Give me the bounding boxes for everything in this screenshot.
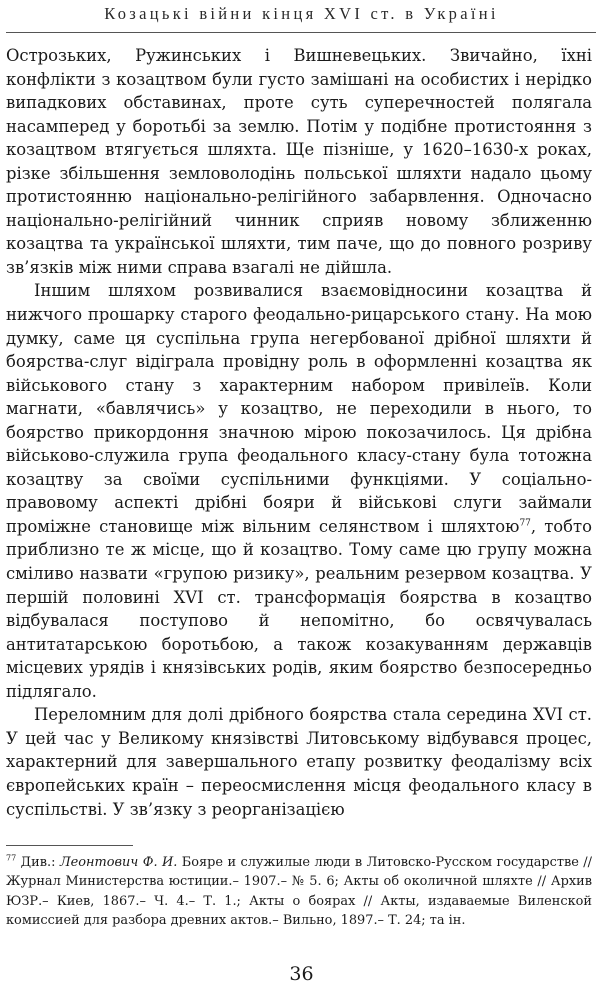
paragraph-3: Переломним для долі дрібного боярства стала середина XVI ст. У цей час у Великому князівстві Литовському відбувався процес, характерний для завершального етапу розвитку феодалізму всіх європейських країн – переосмислення місця феодального класу в суспільстві. У зв’язку з реорганізацією [6, 705, 592, 819]
paragraph-2-part-1: Іншим шляхом розвивалися взаємовідносини козацтва й нижчого прошарку старого феодально-рицарського стану. На мою думку, саме ця суспільна група негербованої дрібної шляхти й боярства-слуг відіграла провідну роль в оформленні козацтва як військового стану з характерним набором привілеїв. Коли магнати, «бавлячись» у козацтво, не переходили в нього, то боярство прикордоння значною мірою покозачилось. Ця дрібна військово-служила група феодального класу-стану була тотожна козацтву за своїми суспільними функціями. У соціально-правовому аспекті дрібні бояри й військові слуги займали проміжне становище між вільним селянством і шляхтою [6, 281, 592, 536]
footnote-text: Бояре и служилые люди в Литовско-Русском государстве // Журнал Министерства юстиции.– 1907.– № 5. 6; Акты об околичной шляхте // Архив ЮЗР.– Киев, 1867.– Ч. 4.– Т. 1.; Акты о боярах // Акты, издаваемые Виленской комиссией для разбора древних актов.– Вильно, 1897.– Т. 24; та ін. [6, 855, 592, 929]
paragraph-2-part-2: , тобто приблизно те ж місце, що й козацтво. Тому саме цю групу можна сміливо назвати «групою ризику», реальним резервом козацтва. У першій половині XVI ст. трансформація боярства в козацтво відбувалася поступово й непомітно, бо освячувалась антитатарською боротьбою, а також козакуванням державців місцевих урядів і князівських родів, яким боярство безпосередньо підлягало. [6, 516, 592, 701]
footnote-prefix: Див.: [20, 855, 60, 870]
body-text [6, 44, 592, 821]
footnote [6, 853, 592, 931]
footnote-author: Леонтович Ф. И. [59, 855, 178, 870]
page-number: 36 [289, 963, 314, 985]
footnote-number: 77 [6, 853, 17, 863]
paragraph-2 [6, 279, 592, 703]
running-header: Козацькі війни кінця XVI ст. в Україні [104, 4, 499, 23]
footnote-rule [6, 845, 133, 846]
header-rule [6, 32, 596, 33]
paragraph-1: Острозьких, Ружинських і Вишневецьких. Звичайно, їхні конфлікти з козацтвом були густо замішані на особистих і нерідко випадкових обставинах, проте суть суперечностей полягала насамперед у боротьбі за землю. Потім у подібне протистояння з козацтвом втягується шляхта. Ще пізніше, у 1620–1630-х роках, різке збільшення земловолодінь польської шляхти надало цьому протистоянню національно-релігійного забарвлення. Одночасно національно-релігійний чинник сприяв новому зближенню козацтва та української шляхти, тим паче, що до повного розриву зв’язків між ними справа взагалі не дійшла. [6, 46, 592, 277]
footnote-reference[interactable]: 77 [519, 518, 531, 529]
